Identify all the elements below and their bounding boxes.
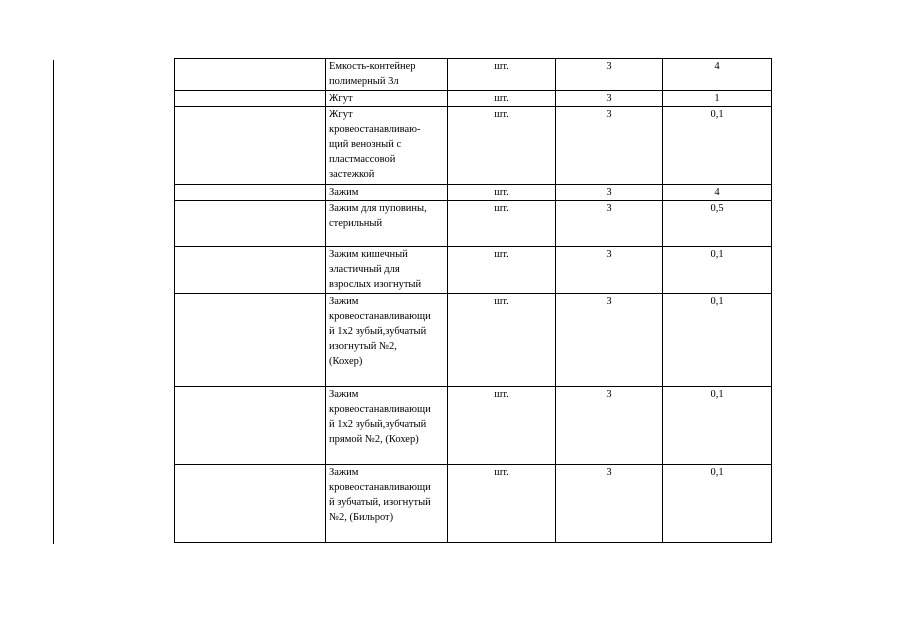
empty-cell — [175, 465, 326, 543]
table-row — [175, 465, 772, 543]
table-row — [175, 91, 772, 107]
item-unit: шт. — [448, 107, 556, 185]
item-unit: шт. — [448, 185, 556, 201]
item-value: 0,1 — [663, 247, 772, 294]
item-value: 0,1 — [663, 387, 772, 465]
item-unit: шт. — [448, 91, 556, 107]
item-unit: шт. — [448, 247, 556, 294]
table-row — [175, 201, 772, 247]
item-quantity: 3 — [556, 59, 663, 91]
item-quantity: 3 — [556, 294, 663, 387]
item-quantity: 3 — [556, 465, 663, 543]
item-quantity: 3 — [556, 387, 663, 465]
item-name: Емкость-контейнер полимерный 3л — [326, 59, 448, 91]
empty-cell — [175, 59, 326, 91]
empty-cell — [175, 387, 326, 465]
item-name: Жгут кровеостанавливаю- щий венозный с пластмассовой застежкой — [326, 107, 448, 185]
item-quantity: 3 — [556, 107, 663, 185]
item-quantity: 3 — [556, 201, 663, 247]
empty-cell — [175, 201, 326, 247]
item-name: Жгут — [326, 91, 448, 107]
item-value: 0,1 — [663, 294, 772, 387]
empty-cell — [175, 91, 326, 107]
table-row — [175, 59, 772, 91]
empty-cell — [175, 294, 326, 387]
empty-cell — [175, 107, 326, 185]
item-value: 4 — [663, 185, 772, 201]
item-unit: шт. — [448, 465, 556, 543]
item-name: Зажим — [326, 185, 448, 201]
item-unit: шт. — [448, 59, 556, 91]
items-table — [174, 58, 772, 543]
item-value: 0,5 — [663, 201, 772, 247]
table-row — [175, 387, 772, 465]
table-row — [175, 107, 772, 185]
item-quantity: 3 — [556, 185, 663, 201]
item-name: Зажим для пуповины, стерильный — [326, 201, 448, 247]
item-value: 0,1 — [663, 465, 772, 543]
item-unit: шт. — [448, 387, 556, 465]
item-value: 1 — [663, 91, 772, 107]
item-unit: шт. — [448, 294, 556, 387]
empty-cell — [175, 247, 326, 294]
item-quantity: 3 — [556, 91, 663, 107]
item-value: 0,1 — [663, 107, 772, 185]
empty-cell — [175, 185, 326, 201]
item-value: 4 — [663, 59, 772, 91]
table-row — [175, 185, 772, 201]
table-row — [175, 247, 772, 294]
item-name: Зажим кровеостанавливающи й зубчатый, изогнутый №2, (Бильрот) — [326, 465, 448, 543]
item-name: Зажим кровеостанавливающи й 1х2 зубый,зубчатый прямой №2, (Кохер) — [326, 387, 448, 465]
item-name: Зажим кишечный эластичный для взрослых изогнутый — [326, 247, 448, 294]
table-row — [175, 294, 772, 387]
item-unit: шт. — [448, 201, 556, 247]
item-name: Зажим кровеостанавливающи й 1х2 зубый,зубчатый изогнутый №2, (Кохер) — [326, 294, 448, 387]
item-quantity: 3 — [556, 247, 663, 294]
page-margin-line — [53, 60, 54, 544]
